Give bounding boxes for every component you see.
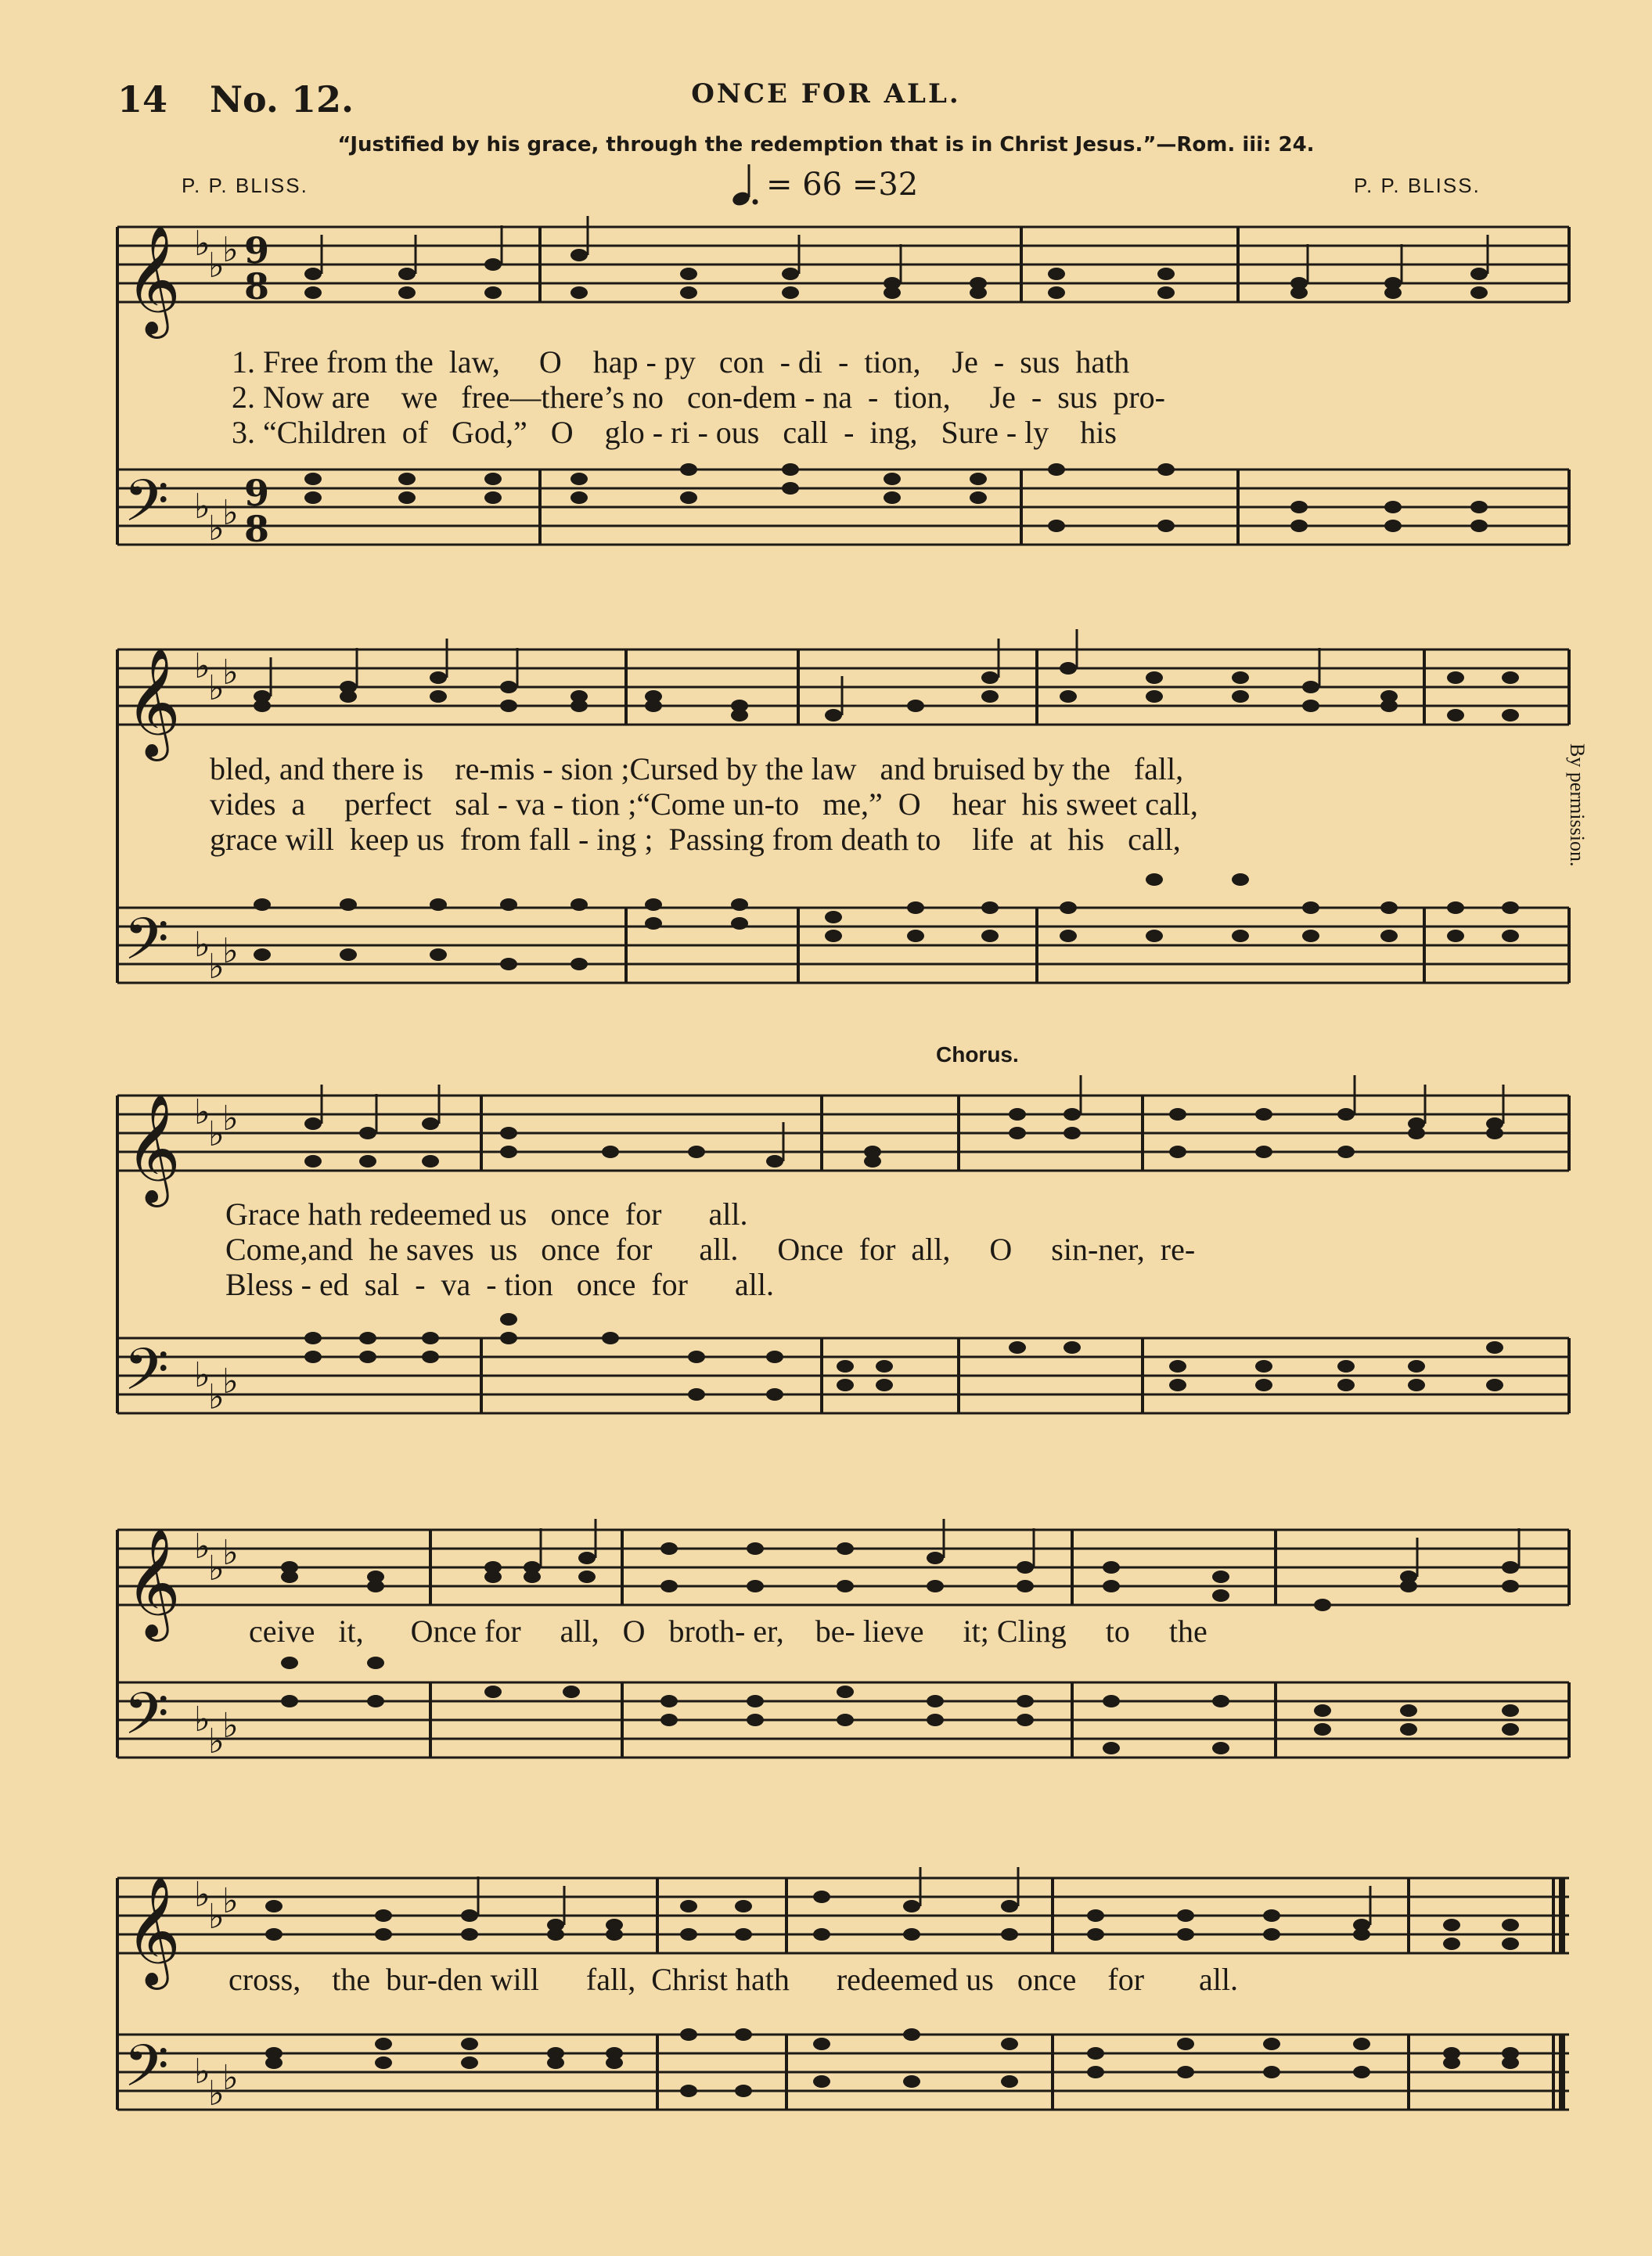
treble-clef-icon: 𝄞 — [125, 1876, 181, 1985]
lyric-line-3-verse-1: Grace hath redeemed us once for all. — [225, 1196, 748, 1232]
svg-text:♭: ♭ — [194, 1527, 211, 1567]
bass-staff — [117, 467, 1569, 550]
svg-text:♭: ♭ — [222, 1533, 239, 1573]
tempo-marking — [732, 163, 918, 207]
bass-staff — [117, 1336, 1569, 1418]
music-system-5 — [0, 1855, 1652, 2144]
treble-clef-icon: 𝄞 — [125, 1094, 181, 1203]
svg-text:♭: ♭ — [208, 1377, 225, 1417]
svg-text:♭: ♭ — [208, 509, 225, 549]
permission-note: By permission. — [1566, 743, 1589, 867]
svg-text:♭: ♭ — [208, 1722, 225, 1761]
svg-text:♭: ♭ — [194, 646, 211, 686]
svg-text:♭: ♭ — [194, 1875, 211, 1915]
svg-text:♭: ♭ — [222, 1099, 239, 1139]
bass-clef-icon: 𝄢 — [124, 467, 169, 549]
svg-text:♭: ♭ — [222, 2058, 239, 2098]
svg-text:♭: ♭ — [208, 947, 225, 986]
tempo-text: = 66 =32 — [766, 167, 919, 203]
svg-text:♭: ♭ — [208, 668, 225, 708]
svg-text:♭: ♭ — [222, 1706, 239, 1746]
svg-text:♭: ♭ — [208, 1549, 225, 1589]
hymn-title: ONCE FOR ALL. — [691, 78, 961, 110]
lyric-line-3-verse-2: Come,and he saves us once for all. Once for all, O sin-ner, re- — [225, 1232, 1196, 1267]
bass-clef-icon: 𝄢 — [124, 2032, 169, 2114]
svg-text:9: 9 — [244, 229, 270, 272]
svg-text:♭: ♭ — [222, 230, 239, 270]
lyric-line-5: cross, the bur-den will fall, Christ hath redeemed us once for all. — [229, 1962, 1238, 1997]
lyric-line-2-verse-1: bled, and there is re-mis - sion ;Cursed by the law and bruised by the fall, — [210, 751, 1184, 786]
bass-clef-icon: 𝄢 — [124, 1336, 169, 1418]
svg-text:♭: ♭ — [194, 487, 211, 527]
svg-text:9: 9 — [244, 472, 270, 514]
svg-text:8: 8 — [244, 265, 270, 308]
treble-clef-icon: 𝄞 — [125, 225, 181, 334]
treble-staff — [117, 224, 1569, 339]
lyric-line-1-verse-2: 2. Now are we free—there’s no con-dem - na - tion, Je - sus pro- — [232, 380, 1165, 415]
svg-text:♭: ♭ — [194, 925, 211, 965]
svg-text:♭: ♭ — [208, 1114, 225, 1154]
svg-text:♭: ♭ — [222, 1362, 239, 1401]
svg-text:♭: ♭ — [194, 2052, 211, 2092]
bass-staff — [117, 905, 1569, 986]
svg-text:♭: ♭ — [194, 1092, 211, 1132]
svg-text:♭: ♭ — [208, 1897, 225, 1937]
svg-text:♭: ♭ — [194, 1700, 211, 1740]
svg-text:♭: ♭ — [208, 246, 225, 286]
bass-staff — [117, 2032, 1569, 2114]
lyric-line-3-verse-3: Bless - ed sal - va - tion once for all. — [225, 1267, 774, 1302]
svg-text:♭: ♭ — [194, 1355, 211, 1395]
lyric-line-2-verse-3: grace will keep us from fall - ing ; Passing from death to life at his call, — [210, 822, 1181, 857]
bass-clef-icon: 𝄢 — [124, 905, 169, 986]
lyric-line-1-verse-1: 1. Free from the law, O hap - py con - di - tion, Je - sus hath — [232, 344, 1130, 380]
treble-clef-icon: 𝄞 — [125, 648, 181, 757]
chorus-label: Chorus. — [936, 1042, 1019, 1067]
svg-text:♭: ♭ — [208, 2074, 225, 2114]
svg-text:♭: ♭ — [194, 224, 211, 264]
lyric-line-4: ceive it, Once for all, O broth- er, be- lieve it; Cling to the — [249, 1614, 1208, 1649]
composer-credit-left: P. P. BLISS. — [182, 174, 308, 197]
dotted-quarter-note-icon — [732, 163, 758, 207]
svg-text:♭: ♭ — [222, 931, 239, 971]
scripture-epigraph: “Justified by his grace, through the redemption that is in Christ Jesus.”—Rom. iii: 24. — [337, 133, 1315, 157]
lyric-line-2-verse-2: vides a perfect sal - va - tion ;“Come un-to me,” O hear his sweet call, — [210, 786, 1198, 822]
svg-text:♭: ♭ — [222, 1881, 239, 1921]
bass-clef-icon: 𝄢 — [124, 1680, 169, 1762]
page-number: 14 — [117, 78, 168, 121]
svg-text:♭: ♭ — [222, 493, 239, 533]
svg-text:8: 8 — [244, 508, 270, 550]
treble-clef-icon: 𝄞 — [125, 1528, 181, 1637]
svg-text:♭: ♭ — [222, 653, 239, 693]
hymn-number: No. 12. — [210, 78, 354, 121]
lyric-line-1-verse-3: 3. “Children of God,” O glo - ri - ous call - ing, Sure - ly his — [232, 415, 1117, 450]
composer-credit-right: P. P. BLISS. — [1354, 174, 1481, 197]
